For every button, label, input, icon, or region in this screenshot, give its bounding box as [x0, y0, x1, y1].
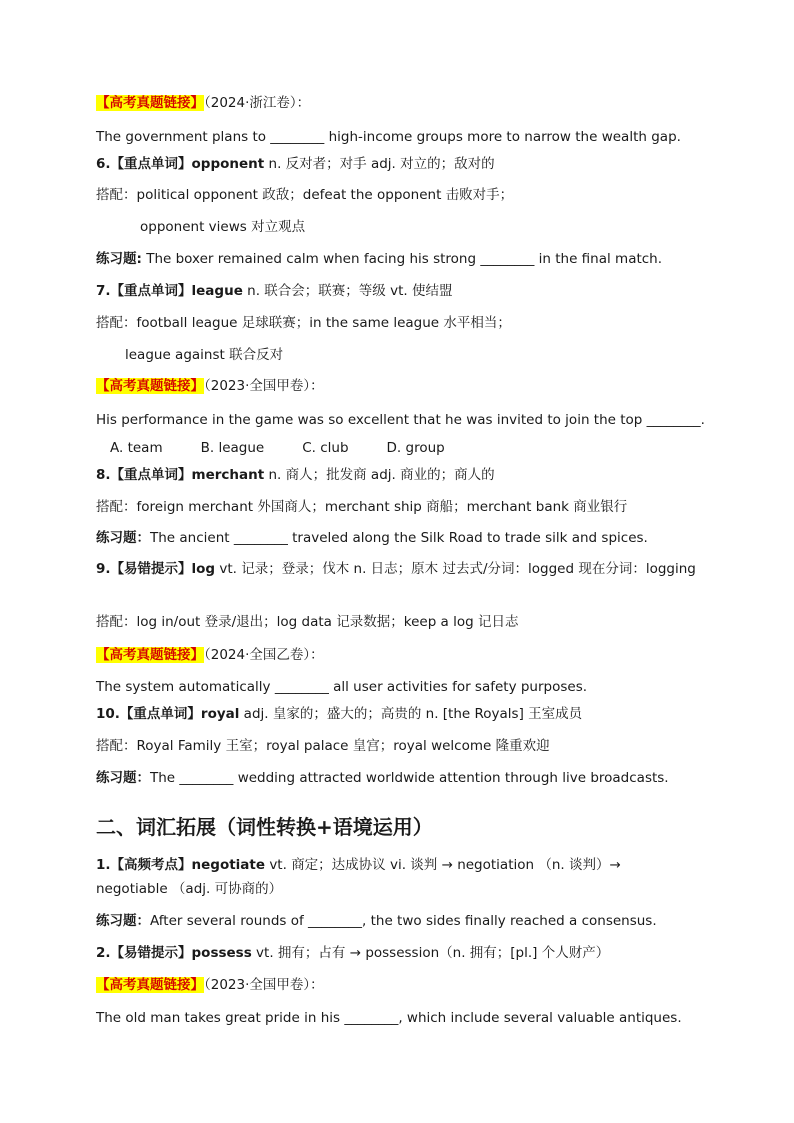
section-heading: 二、词汇拓展（词性转换+语境运用）	[96, 815, 433, 839]
exam-link-2024-yi: 【高考真题链接】（2024·全国乙卷）：	[96, 647, 324, 663]
exam-link-tag: 【高考真题链接】	[96, 977, 204, 993]
word-head: 7.【重点单词】league	[96, 283, 243, 299]
word-entry-league: 7.【重点单词】league n. 联合会；联赛；等级 vt. 使结盟	[96, 283, 453, 299]
exam-link-2023-jia: 【高考真题链接】（2023·全国甲卷）：	[96, 977, 324, 993]
practice-item: 练习题：After several rounds of ________, the two sides finally reached a consensus.	[96, 913, 657, 929]
word-entry-log: 9.【易错提示】log vt. 记录；登录；伐木 n. 日志；原木 过去式/分词：logged 现在分词：logging	[96, 561, 696, 577]
collocation-text: 搭配：foreign merchant 外国商人；merchant ship 商船；merchant bank 商业银行	[96, 499, 628, 515]
word-head: 2.【易错提示】possess	[96, 945, 252, 961]
question-text: The system automatically ________ all user activities for safety purposes.	[96, 679, 588, 695]
collocation-text: 搭配：log in/out 登录/退出；log data 记录数据；keep a log 记日志	[96, 614, 519, 630]
word-entry-merchant: 8.【重点单词】merchant n. 商人；批发商 adj. 商业的；商人的	[96, 467, 495, 483]
collocation-text: 搭配：political opponent 政敌；defeat the opponent 击败对手；	[96, 187, 514, 203]
option-a: A. team	[110, 440, 163, 456]
exam-link-2023-jia: 【高考真题链接】（2023·全国甲卷）：	[96, 378, 324, 394]
exam-link-2024-zhejiang: 【高考真题链接】（2024·浙江卷）：	[96, 95, 311, 111]
word-entry-negotiate: 1.【高频考点】negotiate vt. 商定；达成协议 vi. 谈判 → negotiation （n. 谈判）→ negotiable （adj. 可协商的）	[96, 857, 621, 897]
word-entry-possess: 2.【易错提示】possess vt. 拥有；占有 → possession（n. 拥有；[pl.] 个人财产）	[96, 945, 610, 961]
exam-link-tag: 【高考真题链接】	[96, 378, 204, 394]
answer-options	[110, 439, 483, 457]
word-head: 8.【重点单词】merchant	[96, 467, 265, 483]
practice-item: 练习题：The ________ wedding attracted worldwide attention through live broadcasts.	[96, 770, 669, 786]
question-text: The old man takes great pride in his ________, which include several valuable antiques.	[96, 1010, 682, 1026]
question-text: His performance in the game was so excellent that he was invited to join the top ________.	[96, 412, 705, 428]
word-head: 6.【重点单词】opponent	[96, 156, 265, 172]
option-b: B. league	[200, 440, 265, 456]
word-entry-opponent: 6.【重点单词】opponent n. 反对者；对手 adj. 对立的；敌对的	[96, 156, 495, 172]
word-entry-royal: 10.【重点单词】royal adj. 皇家的；盛大的；高贵的 n. [the Royals] 王室成员	[96, 706, 583, 722]
word-head: 1.【高频考点】negotiate	[96, 857, 266, 873]
collocation-text: opponent views 对立观点	[140, 219, 306, 235]
practice-item: 练习题: The boxer remained calm when facing his strong ________ in the final match.	[96, 251, 663, 267]
word-head: 10.【重点单词】royal	[96, 706, 240, 722]
exam-link-tag: 【高考真题链接】	[96, 647, 204, 663]
collocation-text: league against 联合反对	[125, 347, 284, 363]
collocation-text: 搭配：Royal Family 王室；royal palace 皇宫；royal welcome 隆重欢迎	[96, 738, 550, 754]
exam-link-tag: 【高考真题链接】	[96, 95, 204, 111]
option-d: D. group	[386, 440, 445, 456]
collocation-text: 搭配：football league 足球联赛；in the same league 水平相当；	[96, 315, 511, 331]
word-head: 9.【易错提示】log	[96, 561, 216, 577]
option-c: C. club	[302, 440, 349, 456]
question-text: The government plans to ________ high-income groups more to narrow the wealth gap.	[96, 129, 681, 145]
practice-item: 练习题：The ancient ________ traveled along the Silk Road to trade silk and spices.	[96, 530, 648, 546]
